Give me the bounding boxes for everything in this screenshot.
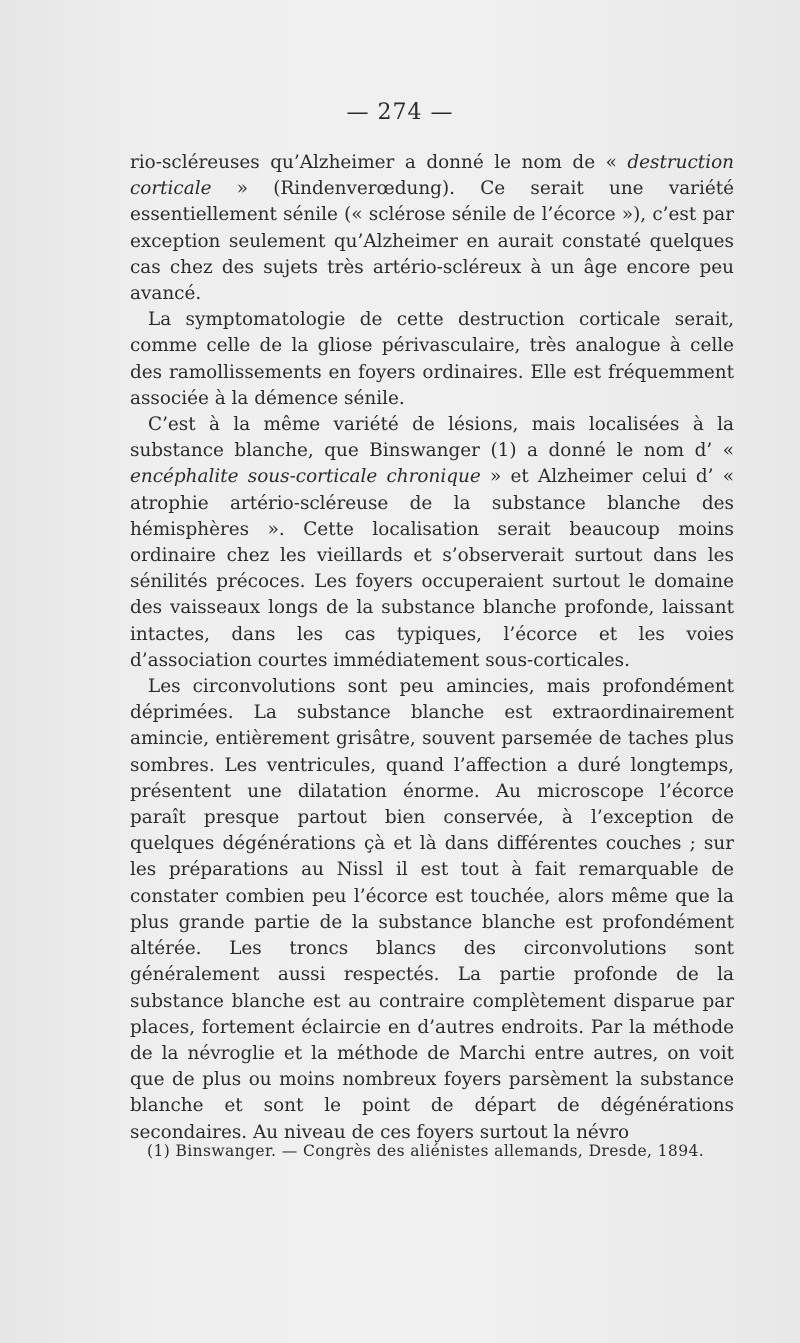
text-run: » et Alzheimer celui d’ « atrophie artério-scléreuse de la substance blanche des hémisphères ». Cette localisation serait beaucoup moins ordinaire chez les vieillards et s’observerait surtout dans les sénilités précoces. Les foyers occuperaient surtout le domaine des vaisseaux longs de la substance blanche profonde, laissant intactes, dans les cas typiques, l’écorce et les voies d’association courtes immédiatement sous-corticales.: [130, 466, 734, 671]
paragraph-3: [130, 412, 734, 674]
footnote: (1) Binswanger. — Congrès des aliénistes allemands, Dresde, 1894.: [147, 1142, 705, 1160]
page-number: — 274 —: [346, 100, 454, 125]
paragraph-4: [130, 674, 734, 1146]
text-run: La symptomatologie de cette destruction corticale serait, comme celle de la gliose périvasculaire, très analogue à celle des ramollissements en foyers ordinaires. Elle est fréquemment associée à la démence sénile.: [130, 309, 734, 409]
body-text: [130, 150, 734, 1146]
text-run: rio-scléreuses qu’Alzheimer a donné le nom de «: [130, 152, 628, 173]
text-run: » (Rindenverœdung). Ce serait une variété essentiellement sénile (« sclérose sénile de l’écorce »), c’est par exception seulement qu’Alzheimer en aurait constaté quelques cas chez des sujets très artério-scléreux à un âge encore peu avancé.: [130, 178, 734, 305]
text-run: Les circonvolutions sont peu amincies, mais profondément déprimées. La substance blanche est extraordinairement amincie, entièrement grisâtre, souvent parsemée de taches plus sombres. Les ventricules, quand l’affection a duré longtemps, présentent une dilatation énorme. Au microscope l’écorce paraît presque partout bien conservée, à l’exception de quelques dégénérations çà et là dans différentes couches ; sur les préparations au Nissl il est tout à fait remarquable de constater combien peu l’écorce est touchée, alors même que la plus grande partie de la substance blanche est profondément altérée. Les troncs blancs des circonvolutions sont généralement aussi respectés. La partie profonde de la substance blanche est au contraire complètement disparue par places, fortement éclaircie en d’autres endroits. Par la méthode de la névroglie et la méthode de Marchi entre autres, on voit que de plus ou moins nombreux foyers parsèment la substance blanche et sont le point de départ de dégénérations secondaires. Au niveau de ces foyers surtout la névro: [130, 676, 734, 1143]
text-run: C’est à la même variété de lésions, mais localisées à la substance blanche, que Binswanger (1) a donné le nom d’ «: [130, 414, 734, 462]
italic-term: encéphalite sous-corticale chronique: [130, 466, 481, 488]
italic-term: destruction corticale: [130, 152, 734, 200]
paragraph-2: [130, 307, 734, 412]
paragraph-1: [130, 150, 734, 307]
